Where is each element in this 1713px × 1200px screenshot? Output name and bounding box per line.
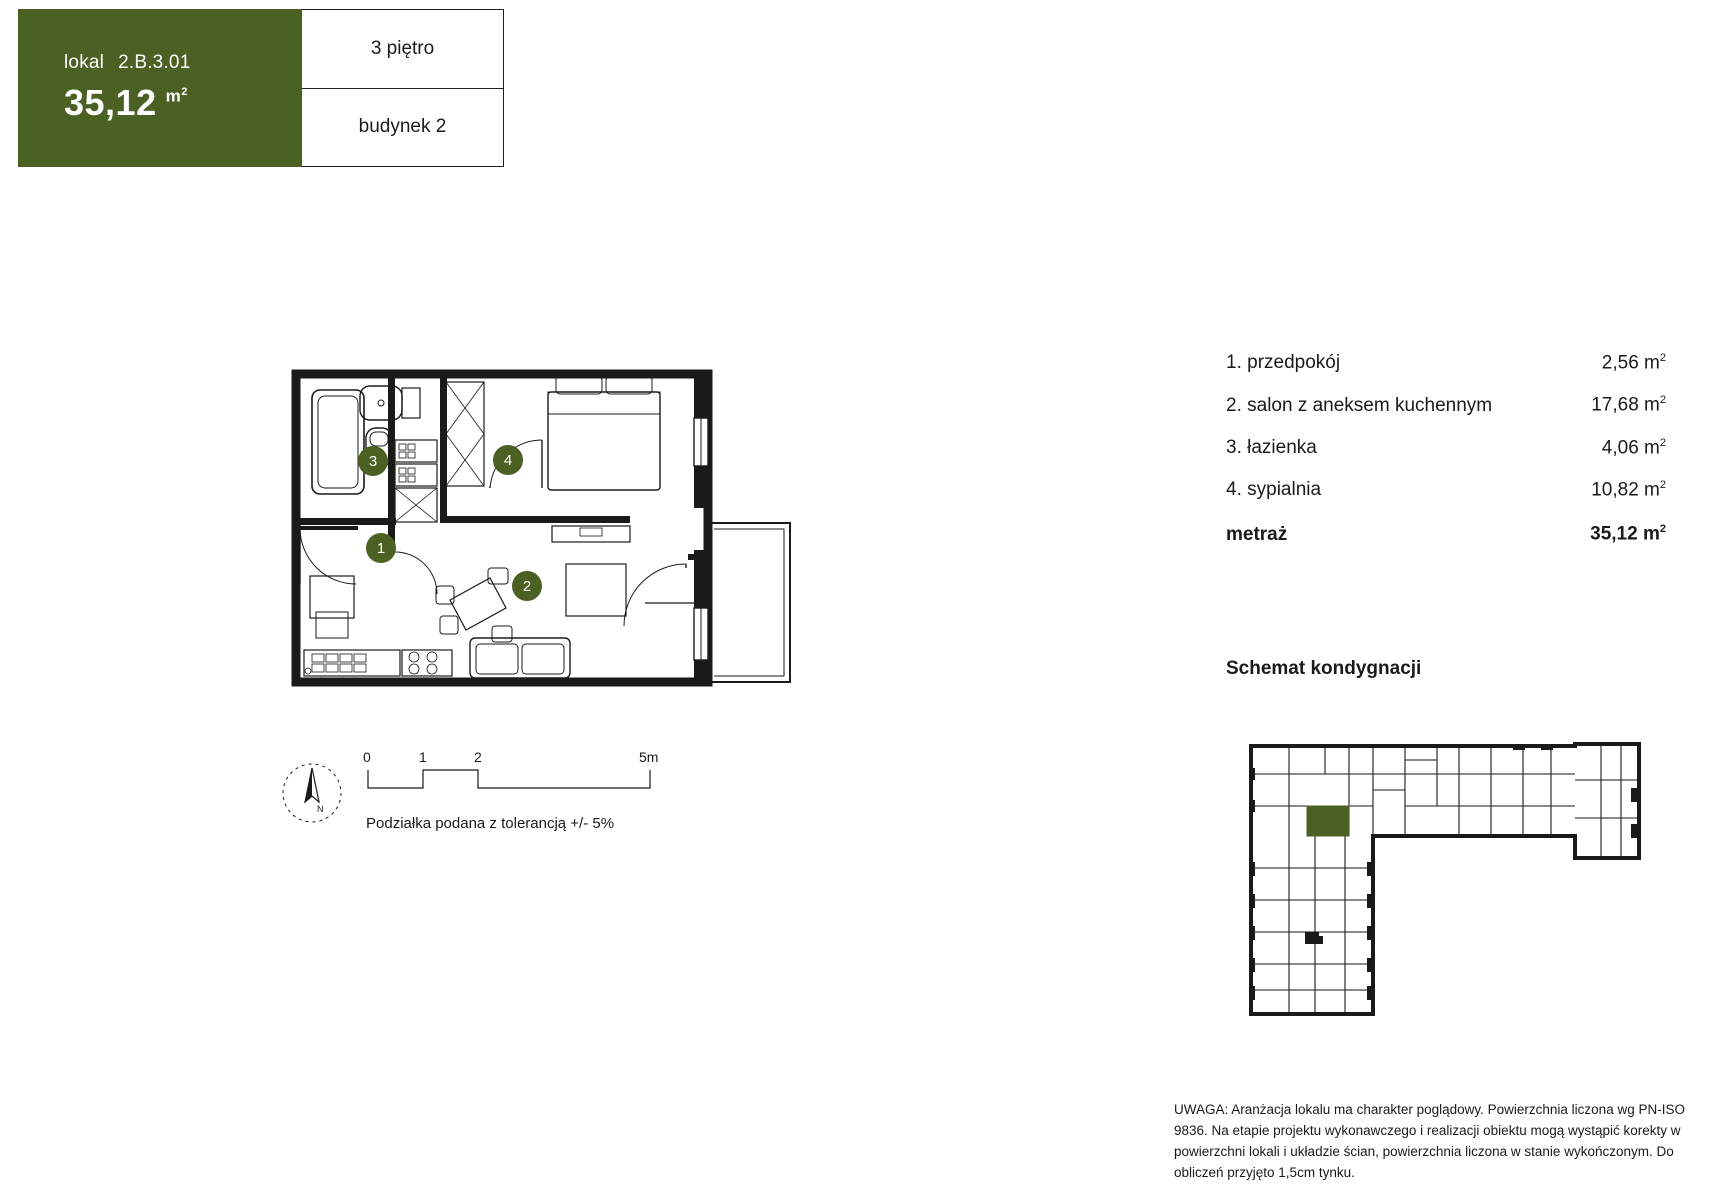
unit-area-unit: $m^2$ (165, 86, 188, 106)
room-row (1226, 437, 1666, 459)
unit-meta-box (302, 9, 504, 167)
room-row (1226, 479, 1666, 501)
building-cell: budynek 2 (358, 116, 447, 138)
highlighted-unit (1307, 806, 1349, 836)
room-area: 17,68 $m^2$ (1591, 394, 1666, 416)
floor-scheme-title: Schemat kondygnacji (1226, 658, 1422, 679)
floor-cell: 3 piętro (302, 10, 503, 89)
room-schedule (1226, 352, 1666, 546)
unit-identity-box (18, 9, 302, 167)
room-area: 10,82 $m^2$ (1591, 478, 1666, 501)
scale-tick-0: 0 (363, 749, 371, 765)
unit-area-value: 35,12 (64, 82, 157, 123)
room-badge-4: 4 (493, 445, 523, 475)
disclaimer-note: UWAGA: Aranżacja lokalu ma charakter poglądowy. Powierzchnia liczona wg PN-ISO 9836. Na etapie projektu wykonawczego i realizacji obiektu mogą wystąpić korekty w powierzchni lokali i układzie ścian, powierzchnia liczona w stanie wykończonym. Do obliczeń przyjęto 1,5cm tynku. (1174, 1102, 1685, 1180)
unit-prefix: lokal (64, 52, 105, 73)
room-badge-2: 2 (512, 571, 542, 601)
room-badge-3: 3 (358, 446, 388, 476)
scale-bar (366, 760, 666, 800)
floor-plan (290, 368, 810, 698)
compass-icon (281, 762, 343, 824)
scale-note: Podziałka podana z tolerancją +/- 5% (366, 815, 615, 832)
scale-end-label: 5m (639, 749, 659, 765)
scale-block (281, 749, 701, 852)
room-badge-1: 1 (366, 533, 396, 563)
scale-tick-1: 1 (419, 749, 427, 765)
room-row (1226, 352, 1666, 374)
total-area: 35,12 $m^2$ (1590, 523, 1666, 545)
floor-plan-svg (290, 368, 810, 698)
svg-text:N: N (317, 804, 324, 814)
room-name: 2. salon z aneksem kuchennym (1226, 394, 1493, 416)
room-name: 3. łazienka (1226, 436, 1317, 458)
unit-code: 2.B.3.01 (118, 52, 191, 73)
room-area: 4,06 $m^2$ (1601, 436, 1666, 458)
room-name: 4. sypialnia (1226, 479, 1322, 501)
total-area-row (1226, 523, 1666, 545)
unit-area (64, 82, 302, 124)
room-row (1226, 394, 1666, 416)
room-name: 1. przedpokój (1226, 352, 1341, 374)
floor-scheme (1245, 740, 1645, 1025)
scale-tick-2: 2 (474, 749, 482, 765)
unit-label (64, 52, 302, 74)
floor-scheme-svg (1245, 740, 1645, 1020)
room-area: 2,56 $m^2$ (1601, 352, 1666, 374)
unit-header (18, 9, 504, 167)
total-label: metraż (1226, 523, 1288, 545)
